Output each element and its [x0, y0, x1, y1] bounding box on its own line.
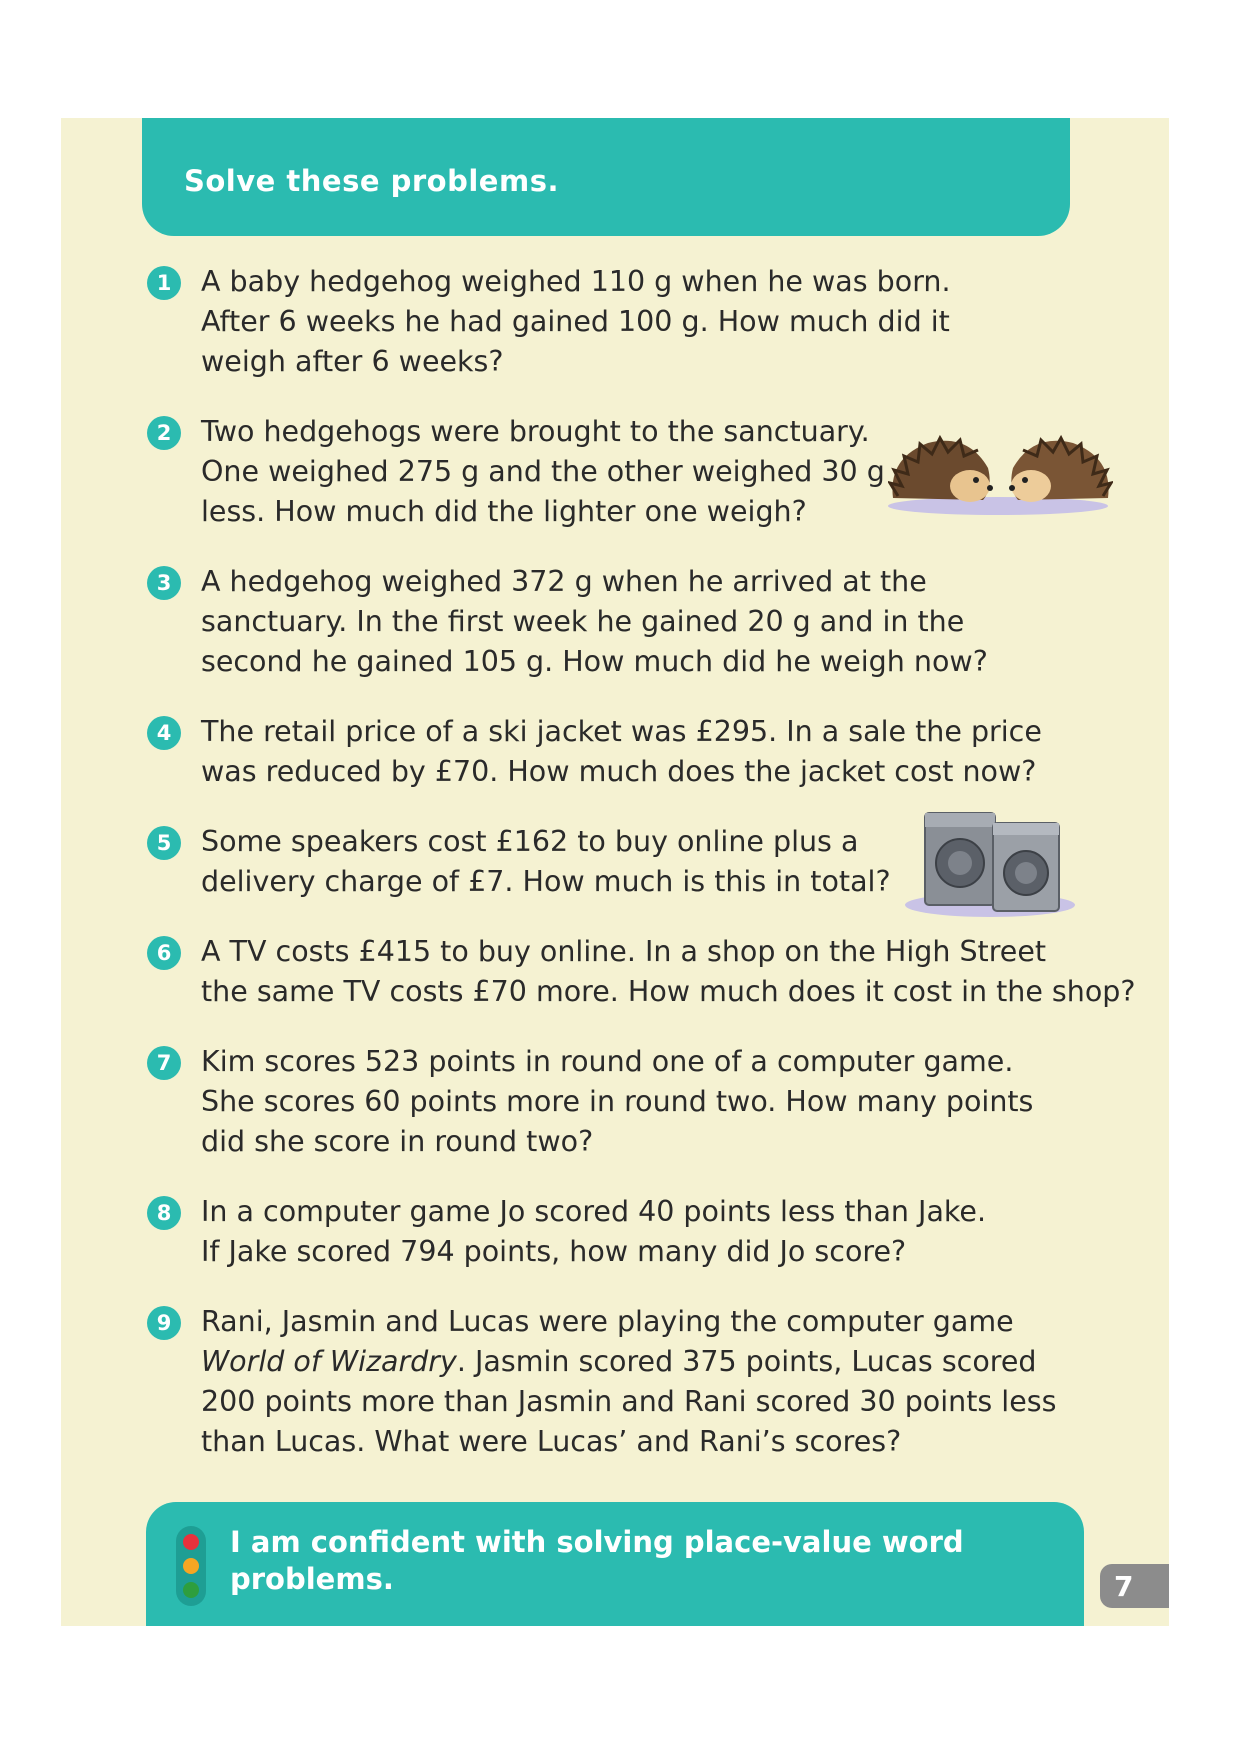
question-number: 3: [147, 566, 181, 600]
question-line: One weighed 275 g and the other weighed 30 g: [201, 455, 885, 488]
question-line: Rani, Jasmin and Lucas were playing the computer game: [201, 1305, 1014, 1338]
hedgehog-right-icon: [1009, 438, 1111, 502]
speaker-left-icon: [925, 813, 995, 905]
question-line: Kim scores 523 points in round one of a computer game.: [201, 1045, 1014, 1078]
question-4: [147, 712, 1042, 792]
question-number: 8: [147, 1196, 181, 1230]
question-number: 1: [147, 266, 181, 300]
question-line: The retail price of a ski jacket was £295. In a sale the price: [201, 715, 1042, 748]
question-line: than Lucas. What were Lucas’ and Rani’s scores?: [201, 1425, 902, 1458]
question-line: Two hedgehogs were brought to the sanctuary.: [201, 415, 870, 448]
question-number: 6: [147, 936, 181, 970]
question-line: If Jake scored 794 points, how many did Jo score?: [201, 1235, 907, 1268]
speakers-illustration: [905, 805, 1075, 920]
question-line: sanctuary. In the first week he gained 20 g and in the: [201, 605, 965, 638]
question-line: the same TV costs £70 more. How much does it cost in the shop?: [201, 975, 1136, 1008]
question-line: less. How much did the lighter one weigh?: [201, 495, 807, 528]
question-line: did she score in round two?: [201, 1125, 594, 1158]
question-line: After 6 weeks he had gained 100 g. How much did it: [201, 305, 950, 338]
self-assessment-banner: [146, 1502, 1084, 1626]
question-line: A hedgehog weighed 372 g when he arrived at the: [201, 565, 927, 598]
question-9: [147, 1302, 1056, 1462]
question-number: 5: [147, 826, 181, 860]
green-light[interactable]: [183, 1582, 199, 1598]
question-7: [147, 1042, 1033, 1162]
speaker-right-icon: [993, 823, 1059, 911]
question-line: A baby hedgehog weighed 110 g when he was born.: [201, 265, 951, 298]
instruction-title: Solve these problems.: [184, 164, 559, 198]
self-assessment-line: I am confident with solving place-value word: [230, 1525, 964, 1559]
page-number: 7: [1100, 1564, 1169, 1608]
question-line: She scores 60 points more in round two. How many points: [201, 1085, 1034, 1118]
question-2: [147, 412, 885, 532]
question-line: In a computer game Jo scored 40 points less than Jake.: [201, 1195, 987, 1228]
question-line: second he gained 105 g. How much did he weigh now?: [201, 645, 988, 678]
question-line: was reduced by £70. How much does the jacket cost now?: [201, 755, 1037, 788]
question-5: [147, 822, 891, 902]
question-line: weigh after 6 weeks?: [201, 345, 504, 378]
question-line: Some speakers cost £162 to buy online plus a: [201, 825, 859, 858]
question-line: A TV costs £415 to buy online. In a shop on the High Street: [201, 935, 1047, 968]
question-number: 4: [147, 716, 181, 750]
hedgehogs-illustration: [888, 428, 1113, 518]
self-assessment-line: problems.: [230, 1562, 394, 1596]
red-light[interactable]: [183, 1534, 199, 1550]
question-number: 9: [147, 1306, 181, 1340]
question-6: [147, 932, 1136, 1012]
question-line: World of Wizardry. Jasmin scored 375 points, Lucas scored: [201, 1345, 1037, 1378]
question-line: 200 points more than Jasmin and Rani scored 30 points less: [201, 1385, 1057, 1418]
instruction-banner: [142, 118, 1070, 236]
traffic-light-icon: [176, 1526, 206, 1606]
question-3: [147, 562, 988, 682]
question-1: [147, 262, 951, 382]
amber-light[interactable]: [183, 1558, 199, 1574]
question-number: 7: [147, 1046, 181, 1080]
hedgehog-left-icon: [890, 438, 993, 502]
question-number: 2: [147, 416, 181, 450]
question-line: delivery charge of £7. How much is this in total?: [201, 865, 891, 898]
self-assessment-text: [230, 1524, 964, 1598]
question-8: [147, 1192, 986, 1272]
